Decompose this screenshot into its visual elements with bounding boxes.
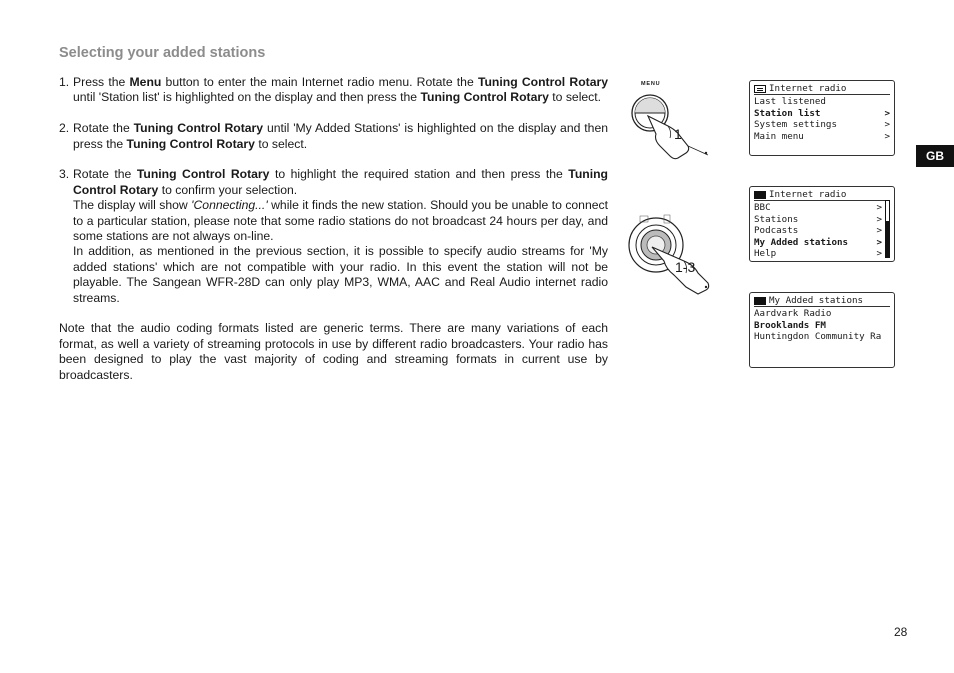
text-run: to confirm your selection. (158, 182, 298, 197)
display-item-label: Brooklands FM (754, 319, 826, 331)
display-internet-radio-list (749, 186, 895, 262)
display-scrollbar (885, 200, 890, 258)
step-number: 3. (59, 167, 70, 182)
bold-term: Tuning Control Rotary (133, 121, 264, 136)
menu-label: MENU (641, 81, 661, 87)
text-run: to select. (548, 90, 602, 105)
bold-term: Tuning Control Rotary (126, 136, 255, 151)
favorites-icon (754, 297, 766, 305)
text-run: In addition, as mentioned in the previous section, it is possible to specify audio streams for 'My added stations' which are not compatible with your radio. In this event the station will not be playable. The Sangean WFR-28D can only play MP3, WMA, AAC and Real Audio internet radio streams. (73, 244, 608, 305)
step-label-1: 1 (674, 126, 682, 142)
bold-term: Tuning Control Rotary (477, 75, 608, 89)
text-run: to highlight the required station and then press the (269, 167, 569, 182)
format-note: Note that the audio coding formats listed are generic terms. There are many variations of each format, as well a variety of streaming protocols in use by different radio broadcasters. Your radio has been designed to play the vast majority of coding and streaming formats in current use by broadcasters. (59, 321, 608, 382)
display-item-label: Stations (754, 213, 799, 225)
display-menu-item (754, 308, 890, 320)
text-run: until 'My Added Stations' is highlighted on the display and then press the (73, 121, 608, 151)
bold-term: Tuning Control Rotary (420, 90, 549, 105)
step-paragraph (73, 121, 608, 152)
display-item-label: Main menu (754, 130, 804, 142)
language-tab: GB (916, 145, 954, 167)
step-label-1-3: 1-3 (675, 259, 696, 275)
chevron-right-icon: > (876, 213, 882, 225)
step-text (73, 121, 608, 152)
display-item-label: BBC (754, 202, 771, 213)
chevron-right-icon: > (884, 107, 890, 119)
display-menu-item (754, 331, 890, 343)
display-menu-item (754, 225, 890, 237)
display-item-label: Help (754, 248, 777, 259)
chevron-right-icon: > (884, 119, 890, 130)
step-item (59, 121, 608, 152)
display-item-label: Aardvark Radio (754, 308, 832, 319)
display-menu-item (754, 202, 890, 214)
step-item (59, 75, 608, 106)
menu-knob-illustration (628, 80, 718, 162)
step-paragraph (73, 198, 608, 244)
chevron-right-icon: > (876, 225, 882, 236)
page-number: 28 (894, 625, 908, 639)
bold-term: Menu (129, 75, 162, 89)
step-paragraph (73, 244, 608, 306)
display-menu-item (754, 248, 890, 260)
tuning-knob-illustration (626, 203, 726, 295)
display-menu-item (754, 119, 890, 131)
display-item-label: Station list (754, 107, 821, 119)
display-internet-radio-main (749, 80, 895, 156)
instructions (59, 75, 608, 383)
section-heading: Selecting your added stations (59, 45, 266, 61)
knob-hand-icon-2 (626, 203, 726, 295)
bold-term: Tuning Control Rotary (73, 167, 609, 197)
text-run: The display will show (73, 198, 192, 213)
display-item-label: My Added stations (754, 236, 849, 248)
display-title (754, 83, 890, 95)
step-paragraph (73, 167, 608, 198)
display-menu-item (754, 320, 890, 332)
display-menu-item (754, 131, 890, 143)
display-menu-item (754, 96, 890, 108)
chevron-right-icon: > (876, 248, 882, 259)
chevron-right-icon: > (884, 130, 890, 142)
display-item-label: Last listened (754, 96, 826, 107)
display-item-label: Podcasts (754, 225, 799, 236)
display-menu-item (754, 108, 890, 120)
italic-term: 'Connecting...' (191, 198, 268, 213)
display-menu-item (754, 237, 890, 249)
display-my-added-stations (749, 292, 895, 368)
text-run: to select. (254, 136, 308, 151)
step-list (59, 75, 608, 306)
display-title-text: Internet radio (769, 188, 847, 200)
step-number: 2. (59, 121, 70, 136)
list-icon (754, 85, 766, 93)
display-item-label: Huntingdon Community Ra (754, 331, 882, 342)
step-number: 1. (59, 75, 70, 89)
step-text (73, 75, 608, 106)
display-title (754, 189, 890, 201)
text-run: Press the (73, 75, 130, 89)
text-run: Rotate the (73, 167, 137, 182)
display-title-text: My Added stations (769, 294, 864, 306)
display-item-label: System settings (754, 119, 837, 130)
text-run: button to enter the main Internet radio menu. Rotate the (161, 75, 478, 89)
chevron-right-icon: > (876, 236, 882, 248)
text-run: Rotate the (73, 121, 134, 136)
display-menu-item (754, 214, 890, 226)
knob-hand-icon (628, 80, 718, 162)
bold-term: Tuning Control Rotary (136, 167, 270, 182)
favorites-icon (754, 191, 766, 199)
chevron-right-icon: > (876, 202, 882, 213)
display-title (754, 295, 890, 307)
display-title-text: Internet radio (769, 82, 847, 94)
text-run: while it finds the new station. Should you be unable to connect to a particular station, please note that some radio stations do not broadcast 24 hours per day, and some stations are not always on-line. (73, 198, 608, 244)
step-item (59, 167, 608, 306)
step-paragraph (73, 75, 608, 106)
text-run: until 'Station list' is highlighted on the display and then press the (73, 90, 421, 105)
step-text (73, 167, 608, 306)
scrollbar-thumb (886, 221, 889, 257)
